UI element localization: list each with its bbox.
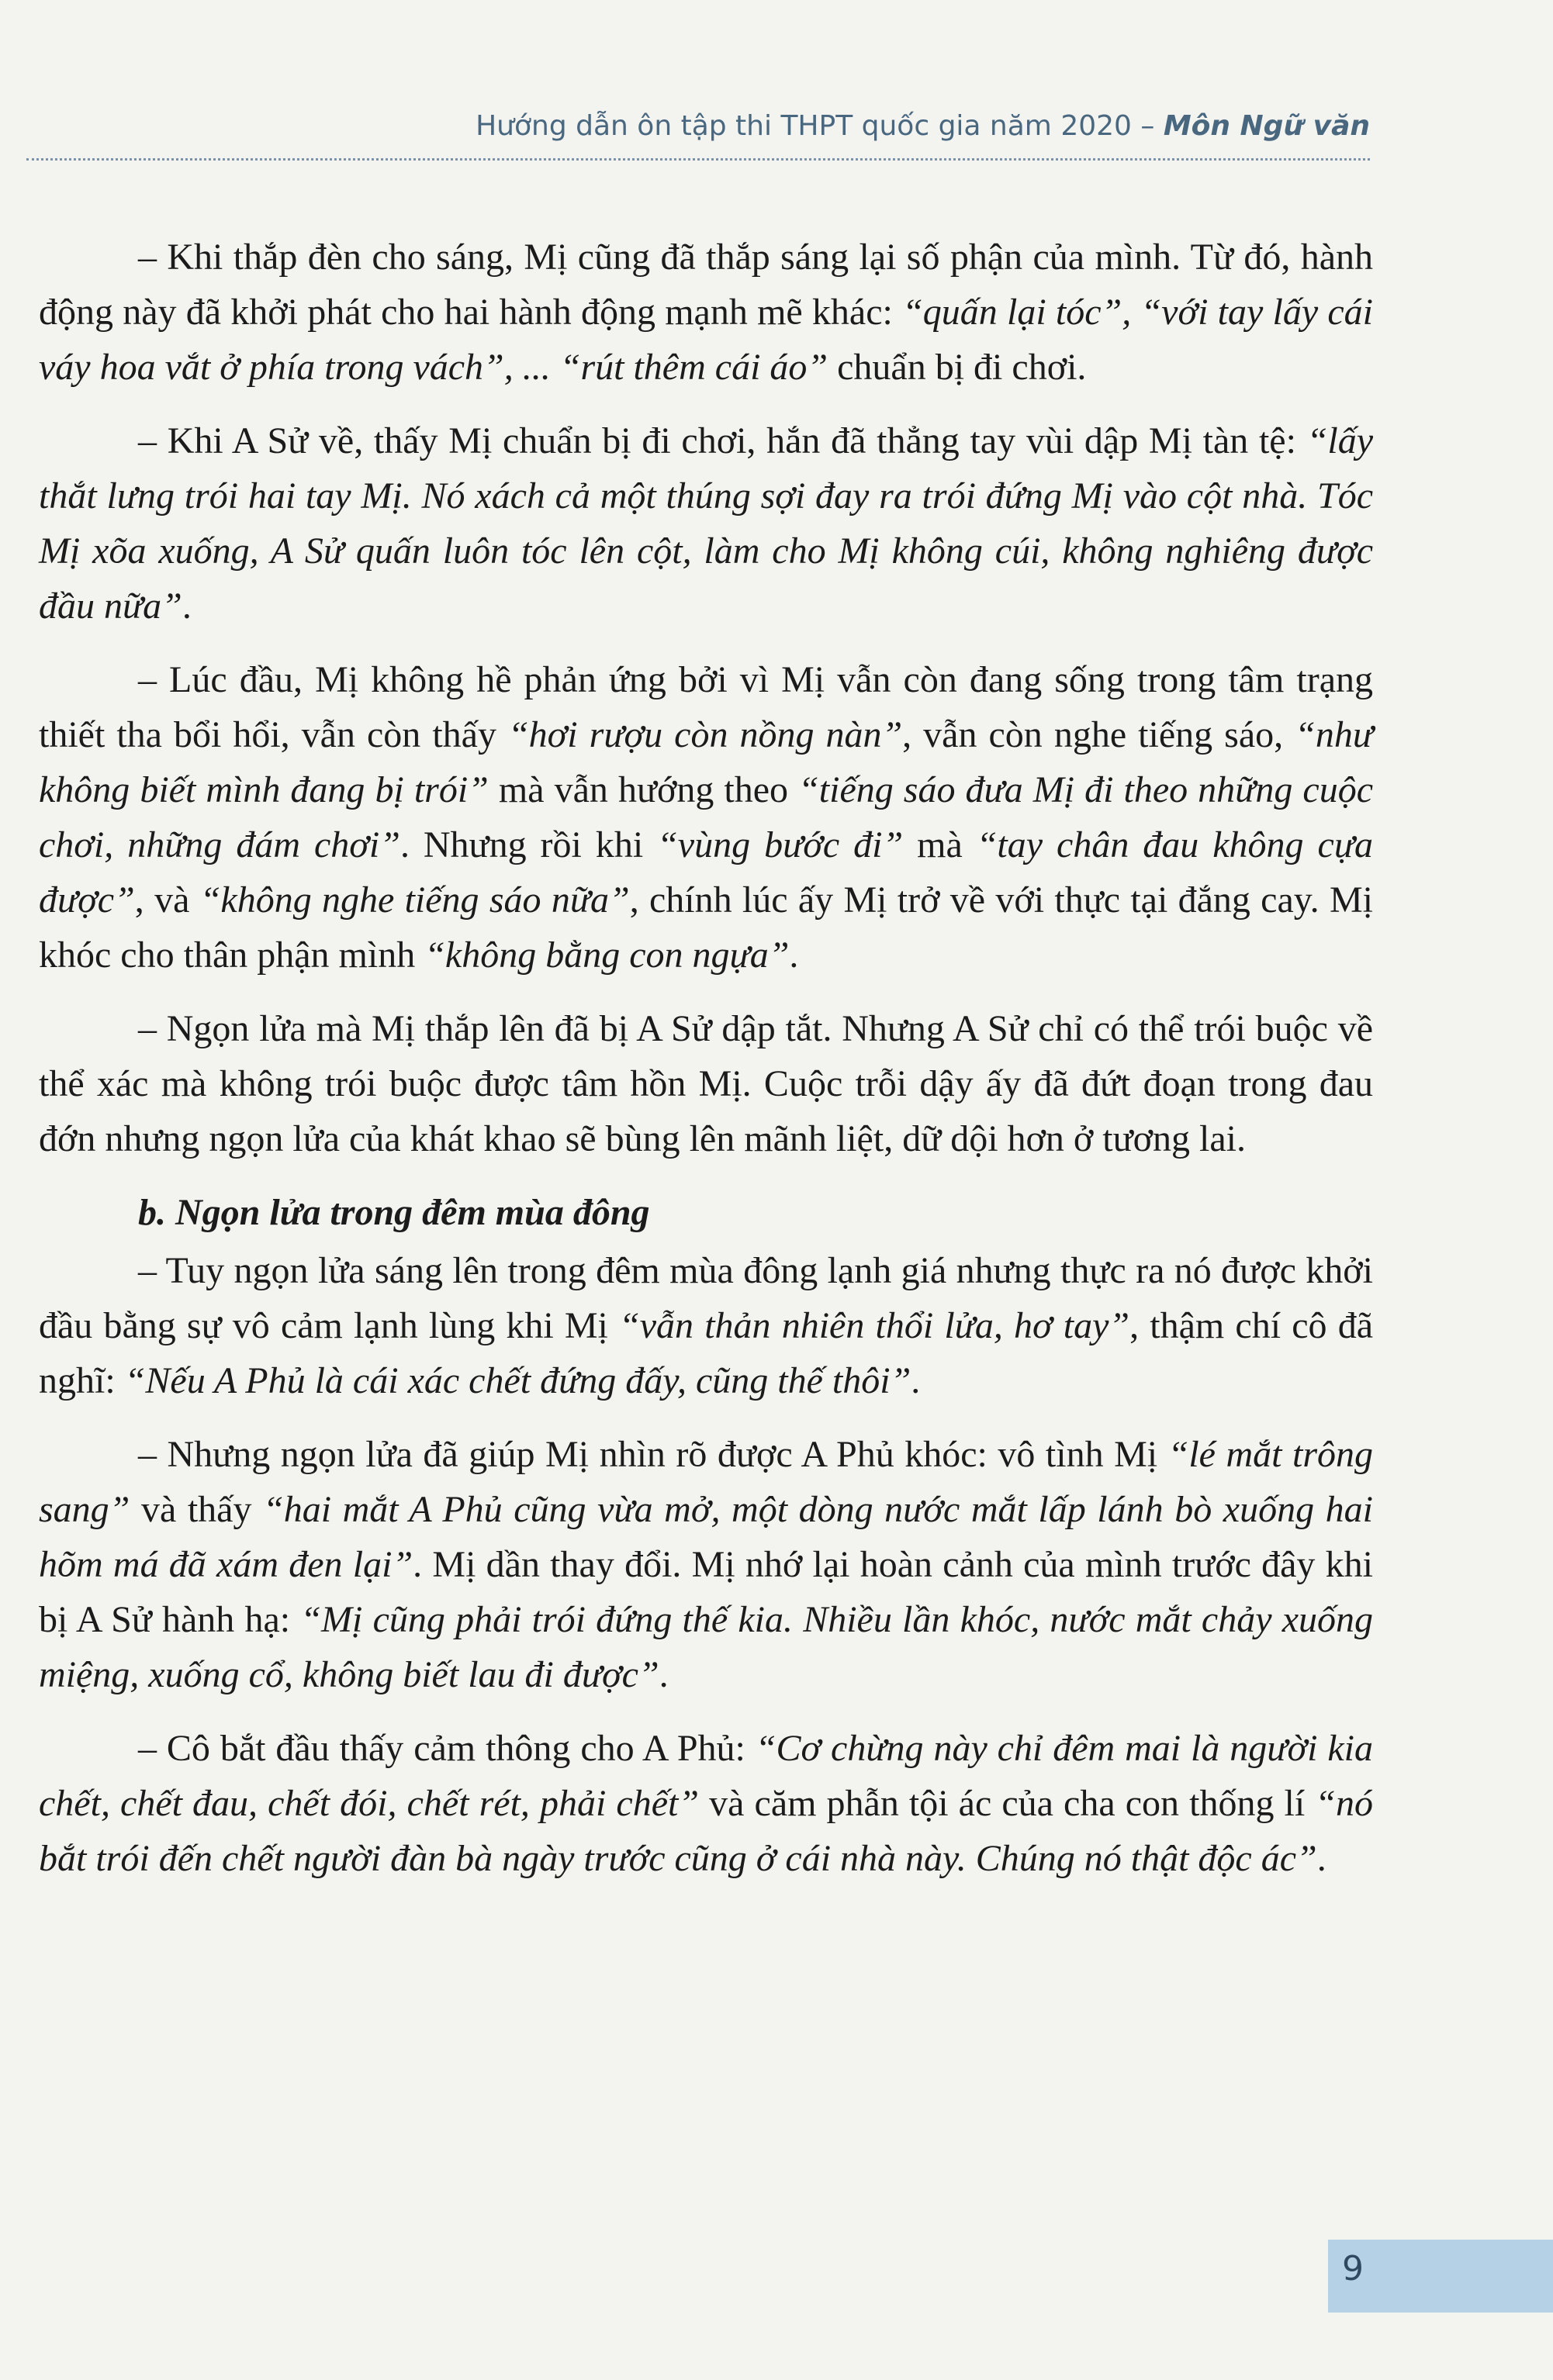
paragraph: – Lúc đầu, Mị không hề phản ứng bởi vì Mị vẫn còn đang sống trong tâm trạng thiết tha bổi hổi, vẫn còn thấy “hơi rượu còn nồng nàn”, vẫn còn nghe tiếng sáo, “như không biết mình đang bị trói” mà vẫn hướng theo “tiếng sáo đưa Mị đi theo những cuộc chơi, những đám chơi”. Nhưng rồi khi “vùng bước đi” mà “tay chân đau không cựa được”, và “không nghe tiếng sáo nữa”, chính lúc ấy Mị trở về với thực tại đắng cay. Mị khóc cho thân phận mình “không bằng con ngựa”. [39, 659, 1374, 976]
paragraph: – Tuy ngọn lửa sáng lên trong đêm mùa đông lạnh giá nhưng thực ra nó được khởi đầu bằng sự vô cảm lạnh lùng khi Mị “vẫn thản nhiên thổi lửa, hơ tay”, thậm chí cô đã nghĩ: “Nếu A Phủ là cái xác chết đứng đấy, cũng thế thôi”. [39, 1250, 1373, 1401]
header-subject: Môn Ngữ văn [1163, 110, 1370, 142]
header-text [476, 110, 1370, 142]
page-number-tab [1328, 2240, 1553, 2313]
section-heading: b. Ngọn lửa trong đêm mùa đông [138, 1192, 650, 1233]
page-header [26, 110, 1370, 161]
paragraph: – Ngọn lửa mà Mị thắp lên đã bị A Sử dập tắt. Nhưng A Sử chỉ có thể trói buộc về thể xác mà không trói buộc được tâm hồn Mị. Cuộc trỗi dậy ấy đã đứt đoạn trong đau đớn nhưng ngọn lửa của khát khao sẽ bùng lên mãnh liệt, dữ dội hơn ở tương lai. [39, 1008, 1373, 1159]
paragraph: – Cô bắt đầu thấy cảm thông cho A Phủ: “Cơ chừng này chỉ đêm mai là người kia chết, chết đau, chết đói, chết rét, phải chết” và căm phẫn tội ác của cha con thống lí “nó bắt trói đến chết người đàn bà ngày trước cũng ở cái nhà này. Chúng nó thật độc ác”. [39, 1728, 1373, 1879]
header-title: Hướng dẫn ôn tập thi THPT quốc gia năm 2020 – [476, 110, 1164, 142]
paragraph: – Khi thắp đèn cho sáng, Mị cũng đã thắp sáng lại số phận của mình. Từ đó, hành động này đã khởi phát cho hai hành động mạnh mẽ khác: “quấn lại tóc”, “với tay lấy cái váy hoa vắt ở phía trong vách”, ... “rút thêm cái áo” chuẩn bị đi chơi. [39, 237, 1373, 388]
page-number: 9 [1342, 2249, 1364, 2288]
page-body [39, 230, 1373, 1905]
paragraph: – Khi A Sử về, thấy Mị chuẩn bị đi chơi, hắn đã thẳng tay vùi dập Mị tàn tệ: “lấy thắt lưng trói hai tay Mị. Nó xách cả một thúng sợi đay ra trói đứng Mị vào cột nhà. Tóc Mị xõa xuống, A Sử quấn luôn tóc lên cột, làm cho Mị không cúi, không nghiêng được đầu nữa”. [39, 420, 1373, 627]
paragraph: – Nhưng ngọn lửa đã giúp Mị nhìn rõ được A Phủ khóc: vô tình Mị “lé mắt trông sang” và thấy “hai mắt A Phủ cũng vừa mở, một dòng nước mắt lấp lánh bò xuống hai hõm má đã xám đen lại”. Mị dần thay đổi. Mị nhớ lại hoàn cảnh của mình trước đây khi bị A Sử hành hạ: “Mị cũng phải trói đứng thế kia. Nhiều lần khóc, nước mắt chảy xuống miệng, xuống cổ, không biết lau đi được”. [39, 1434, 1374, 1695]
